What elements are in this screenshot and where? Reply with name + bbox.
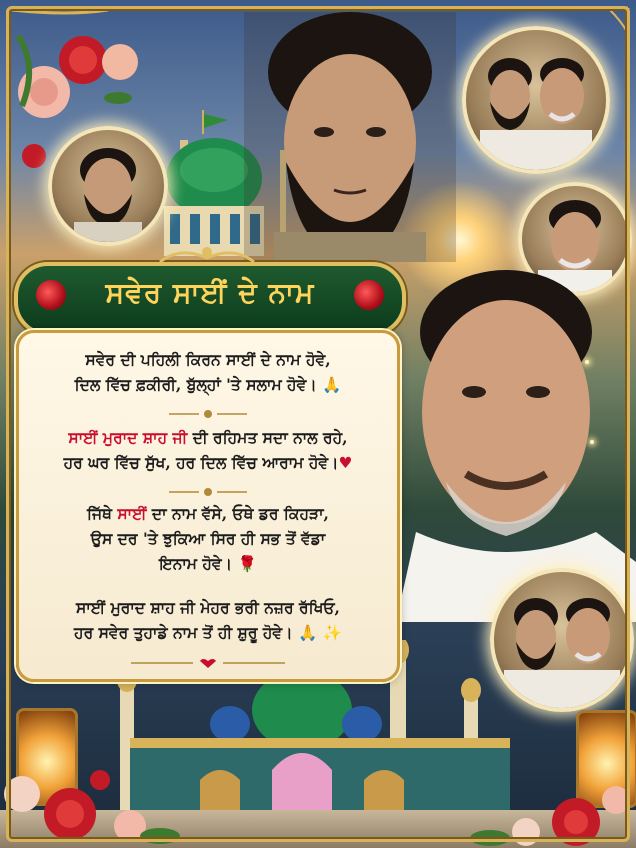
verse-line [19,620,397,645]
verse-text: ਸਾਈਂ ਮੁਰਾਦ ਸ਼ਾਹ ਜੀ ਮੇਹਰ ਭਰੀ ਨਜ਼ਰ ਰੱਖਿਓ, [76,598,340,617]
verse-line [19,501,397,526]
verse-text: ਜਿੱਥੇ [87,504,118,523]
verse-line [19,347,397,372]
circle-portrait-young-man [48,126,168,246]
bottom-right-flowers [470,740,636,848]
verse-2 [19,425,397,475]
verse-line [19,595,397,620]
rose-icon [354,280,384,310]
verse-text: ਦੀ ਰਹਿਮਤ ਸਦਾ ਨਾਲ ਰਹੇ, [187,428,348,447]
verse-4 [19,595,397,645]
verse-text: ਹਰ ਘਰ ਵਿੱਚ ਸੁੱਖ, ਹਰ ਦਿਲ ਵਿੱਚ ਆਰਾਮ ਹੋਵੇ। [63,453,339,472]
verse-line [19,450,397,475]
verse-text: ਦਾ ਨਾਮ ਵੱਸੇ, ਓਥੇ ਡਰ ਕਿਹੜਾ, [146,504,329,523]
banner-title: ਸਵੇਰ ਸਾਈਂ ਦੇ ਨਾਮ [105,276,315,309]
heart-icon: ♥ [338,453,353,472]
verse-line [19,526,397,551]
verse-text: ਸਵੇਰ ਦੀ ਪਹਿਲੀ ਕਿਰਨ ਸਾਈਂ ਦੇ ਨਾਮ ਹੋਵੇ, [85,350,331,369]
verse-highlight: ਸਾਈਂ [117,504,147,523]
verse-text: ਇਨਾਮ ਹੋਵੇ। 🌹 [159,554,257,573]
bottom-left-flowers [0,740,190,848]
circle-portrait-two-men [462,26,610,174]
verse-line [19,372,397,397]
verse-3 [19,501,397,576]
divider-ornament [169,409,247,419]
verse-line [19,551,397,576]
verse-text: ਦਿਲ ਵਿੱਚ ਫ਼ਕੀਰੀ, ਬੁੱਲ੍ਹਾਂ 'ਤੇ ਸਲਾਮ ਹੋਵੇ। 🙏 [74,375,342,394]
verse-highlight: ਸਾਈਂ ਮੁਰਾਦ ਸ਼ਾਹ ਜੀ [68,428,188,447]
banner-top-ornament [158,244,256,266]
verse-1 [19,347,397,397]
verse-text: ਹਰ ਸਵੇਰ ਤੁਹਾਡੇ ਨਾਮ ਤੋਂ ਹੀ ਸ਼ੁਰੂ ਹੋਵੇ। 🙏 ✨ [74,623,342,642]
heart-divider [131,657,285,669]
divider-ornament [169,487,247,497]
verse-card [16,330,400,682]
young-man-portrait [244,12,456,262]
older-man-portrait [396,262,636,622]
title-banner [14,262,406,336]
verse-line [19,425,397,450]
verse-text: ਉਸ ਦਰ 'ਤੇ ਝੁਕਿਆ ਸਿਰ ਹੀ ਸਭ ਤੋਂ ਵੱਡਾ [90,529,326,548]
